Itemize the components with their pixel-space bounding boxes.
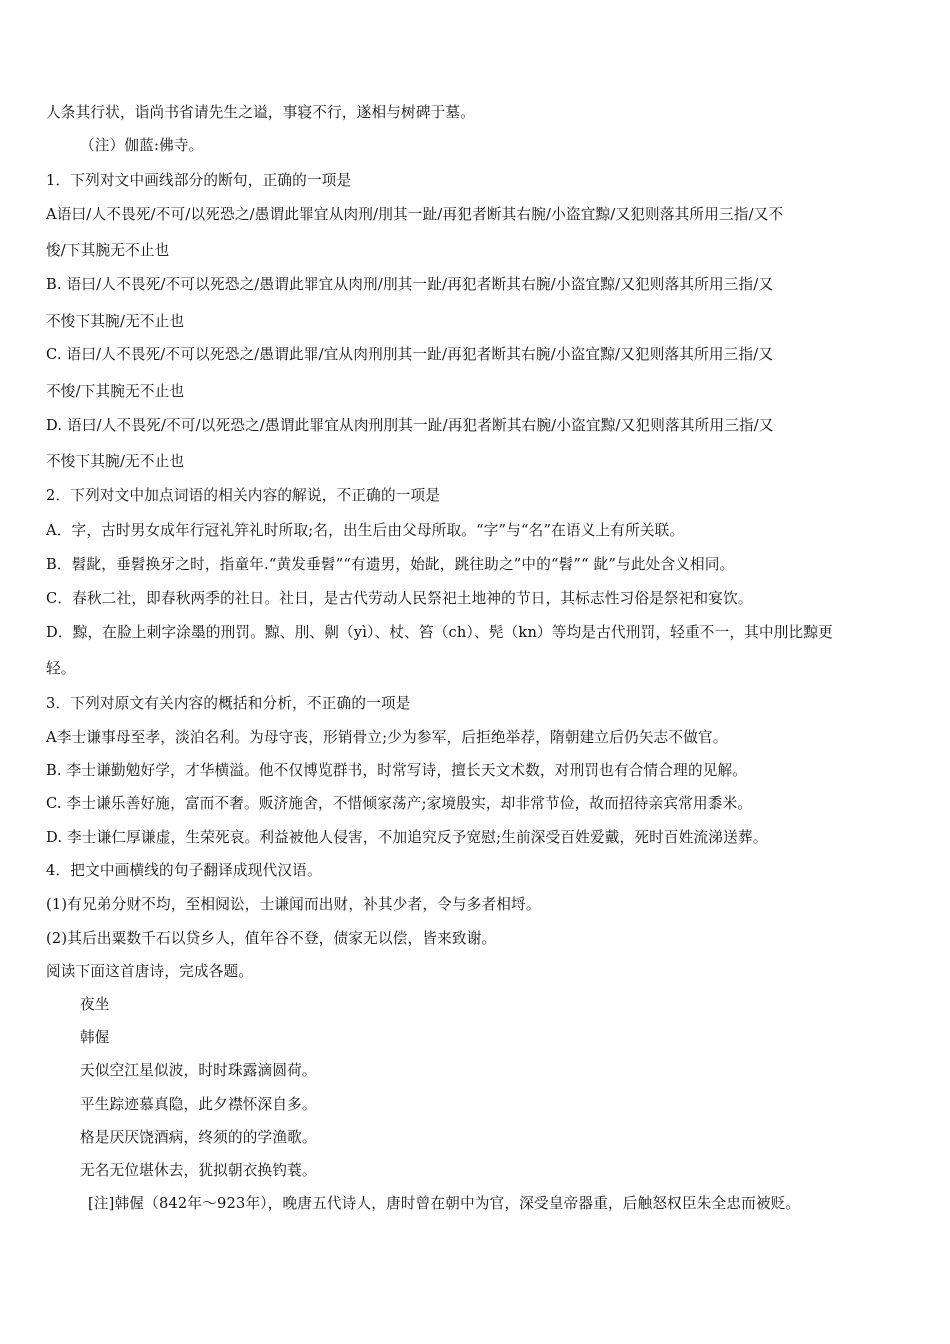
poem-note: [注]韩偓（842年～923年），晚唐五代诗人，唐时曾在朝中为官，深受皇帝器重，后触怒权臣朱全忠而被贬。	[88, 1195, 801, 1212]
poem-line-3: 格是厌厌饶酒病，终须的的学渔歌。	[80, 1129, 317, 1146]
q2-option-b: B．髫龀，垂髫换牙之时，指童年.“黄发垂髫”“有遗男，始龀，跳往助之”中的“髫”“ 龀”与此处含义相同。	[46, 556, 735, 573]
q3-option-b: B. 李士谦勤勉好学，才华横溢。他不仅博览群书，时常写诗，擅长天文术数，对刑罚也有合情合理的见解。	[46, 762, 748, 779]
poem-author: 韩偓	[80, 1029, 110, 1046]
q1-stem: 1．下列对文中画线部分的断句，正确的一项是	[46, 172, 352, 189]
passage-tail: 人条其行状，诣尚书省请先生之谥，事寝不行，遂相与树碑于墓。	[46, 104, 476, 121]
q3-option-a: A李士谦事母至孝，淡泊名利。为母守丧，形销骨立;少为参军，后拒绝举荐，隋朝建立后仍矢志不做官。	[46, 729, 728, 746]
q4-sentence-2: (2)其后出粟数千石以贷乡人，值年谷不登，债家无以偿，皆来致谢。	[46, 930, 497, 947]
q1-option-c-line1: C. 语曰/人不畏死/不可以死恐之/愚谓此罪/宜从肉刑刖其一趾/再犯者断其右腕/小盗宜黥/又犯则落其所用三指/又	[46, 346, 774, 363]
poem-line-2: 平生踪迹慕真隐，此夕襟怀深自多。	[80, 1096, 317, 1113]
q1-option-d-line2: 不悛下其腕/无不止也	[46, 453, 185, 470]
q2-stem: 2．下列对文中加点词语的相关内容的解说，不正确的一项是	[46, 487, 441, 504]
poem-line-4: 无名无位堪休去，犹拟朝衣换钓蓑。	[80, 1162, 317, 1179]
q4-stem: 4．把文中画横线的句子翻译成现代汉语。	[46, 862, 322, 879]
q2-option-a: A．字，古时男女成年行冠礼笄礼时所取;名，出生后由父母所取。“字”与“名”在语义上有所关联。	[46, 522, 685, 539]
q3-option-c: C. 李士谦乐善好施，富而不奢。贩济施舍，不惜倾家荡产;家境殷实，却非常节俭，故而招待亲宾常用黍米。	[46, 795, 753, 812]
poem-title: 夜坐	[80, 996, 110, 1013]
q1-option-a-line2: 悛/下其腕无不止也	[46, 242, 170, 259]
q1-option-a-line1: A语曰/人不畏死/不可/以死恐之/愚谓此罪宜从肉刑/刖其一趾/再犯者断其右腕/小盗宜黥/又犯则落其所用三指/又不	[46, 206, 784, 223]
passage-note: （注）伽蓝:佛寺。	[80, 137, 204, 154]
q3-option-d: D. 李士谦仁厚谦虚，生荣死哀。利益被他人侵害，不加追究反予宽慰;生前深受百姓爱戴，死时百姓流涕送葬。	[46, 829, 768, 846]
q1-option-b-line2: 不悛下其腕/无不止也	[46, 313, 185, 330]
q2-option-c: C．春秋二社，即春秋两季的社日。社日，是古代劳动人民祭祀土地神的节日，其标志性习俗是祭祀和宴饮。	[46, 590, 753, 607]
q3-stem: 3．下列对原文有关内容的概括和分析，不正确的一项是	[46, 695, 411, 712]
poem-intro: 阅读下面这首唐诗，完成各题。	[46, 963, 254, 980]
q1-option-d-line1: D. 语曰/人不畏死/不可/以死恐之/愚谓此罪宜从肉刑刖其一趾/再犯者断其右腕/小盗宜黥/又犯则落其所用三指/又	[46, 417, 774, 434]
q2-option-d-line2: 轻。	[46, 660, 76, 677]
q1-option-b-line1: B. 语曰/人不畏死/不可以死恐之/愚谓此罪宜从肉刑/刖其一趾/再犯者断其右腕/小盗宜黥/又犯则落其所用三指/又	[46, 276, 774, 293]
q4-sentence-1: (1)有兄弟分财不均，至相阋讼，士谦闻而出财，补其少者，令与多者相埒。	[46, 896, 541, 913]
q1-option-c-line2: 不悛/下其腕无不止也	[46, 383, 185, 400]
q2-option-d-line1: D．黥，在脸上刺字涂墨的刑罚。黥、刖、劓（yì）、杖、笞（ch）、髡（kn）等均是古代刑罚，轻重不一，其中刖比黥更	[46, 624, 833, 641]
poem-line-1: 天似空江星似波，时时珠露滴圆荷。	[80, 1062, 317, 1079]
